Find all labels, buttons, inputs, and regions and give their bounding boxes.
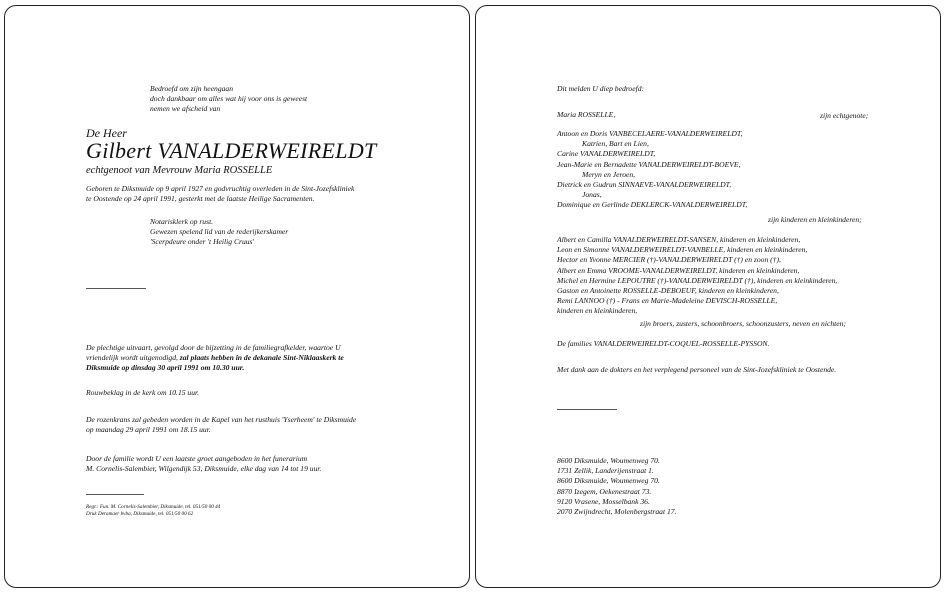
child-line: Meryn en Jeroen, — [582, 169, 636, 179]
printer-line: Regr.: Fun. M. Cornelis-Salembier, Diksmuide, tel. 051/50 00 44 — [86, 504, 221, 510]
left-divider — [86, 288, 146, 289]
intro-line: nemen we afscheid van — [150, 104, 221, 114]
funeral-bold: zal plaats hebben in de dekanale Sint-Niklaaskerk te — [179, 353, 344, 363]
funeral-line — [86, 353, 344, 363]
families-line: De families VANALDERWEIRELDT-COQUEL-ROSSELLE-PYSSON. — [557, 339, 770, 348]
intro-text — [150, 84, 307, 115]
funeral-text — [86, 343, 344, 374]
child-line: Katrien, Bart en Lien, — [582, 139, 649, 149]
sibling-line: Michel en Hermine LEPOUTRE (†)-VANALDERWEIRELDT (†), kinderen en kleinkinderen, — [557, 275, 838, 285]
printer-info — [86, 504, 220, 517]
intro-line: Bedroefd om zijn heengaan — [150, 84, 234, 93]
intro-line: doch dankbaar om alles wat hij voor ons is geweest — [150, 94, 308, 104]
farewell-line: Door de familie wordt U een laatste groet aangeboden in het funerarium — [86, 454, 308, 463]
birth-death-line: Geboren te Diksmuide op 9 april 1927 en godvruchtig overleden in de Sint-Jozefskliniek — [86, 184, 355, 193]
siblings-list — [557, 235, 837, 317]
title-line: Notarisklerk op rust. — [150, 217, 214, 226]
printer-divider — [86, 494, 144, 495]
rosary-text — [86, 415, 356, 435]
titles-text — [150, 217, 288, 248]
child-line: Carine VANALDERWEIRELDT, — [557, 149, 656, 159]
birth-death-text — [86, 184, 354, 204]
sibling-line: Albert en Emma VROOME-VANALDERWEIRELDT, kinderen en kleinkinderen, — [557, 265, 800, 275]
funeral-line-bold: Diksmuide op dinsdag 30 april 1991 om 10.30 uur. — [86, 363, 245, 373]
address-line: 8870 Izegem, Oekenestraat 73. — [557, 486, 652, 496]
announcement-header: Dit melden U diep bedroefd: — [557, 84, 645, 93]
address-line: 1731 Zellik, Landerijenstraat 1. — [557, 466, 654, 476]
title-line: Gewezen spelend lid van de rederijkerskamer — [150, 227, 289, 237]
sibling-line: kinderen en kleinkinderen, — [557, 306, 638, 316]
sibling-line: Remi LANNOO (†) - Frans en Marie-Madeleine DEVISCH-ROSSELLE, — [557, 296, 778, 306]
sibling-line: Gaston en Antoinette ROSSELLE-DEBOEUF, kinderen en kleinkinderen, — [557, 286, 779, 296]
condolence-text: Rouwbeklag in de kerk om 10.15 uur. — [86, 388, 200, 397]
sibling-line: Hector en Yvonne MERCIER (†)-VANALDERWEIRELDT (†) en zoon (†), — [557, 255, 781, 265]
siblings-role: zijn broers, zusters, schoonbroers, schoonzusters, neven en nichten; — [640, 319, 846, 328]
farewell-line: M. Cornelis-Salembier, Wilgendijk 53, Diksmuide, elke dag van 14 tot 19 uur. — [86, 464, 322, 474]
funeral-line: De plechtige uitvaart, gevolgd door de bijzetting in de familiegrafkelder, waartoe U — [86, 343, 341, 352]
thanks-line: Met dank aan de dokters en het verplegend personeel van de Sint-Jozefskliniek te Oostende. — [557, 365, 837, 374]
right-divider — [557, 409, 617, 410]
address-line: 9120 Vrasene, Mosselbank 36. — [557, 496, 650, 506]
rosary-line: De rozenkrans zal gebeden worden in de Kapel van het rusthuis 'Yserheem' te Diksmuide — [86, 415, 357, 424]
child-line: Antoon en Doris VANBECELAERE-VANALDERWEIRELDT, — [557, 129, 743, 138]
address-line: 8600 Diksmuide, Woumenweg 70. — [557, 476, 660, 486]
farewell-text — [86, 454, 321, 474]
child-line: Dietrick en Gudrun SINNAEVE-VANALDERWEIRELDT, — [557, 180, 732, 190]
child-line: Jean-Marie en Bernadette VANALDERWEIRELDT-BOEVE, — [557, 159, 741, 169]
children-role: zijn kinderen en kleinkinderen; — [768, 215, 862, 224]
title-line: 'Scerpdeure onder 't Heilig Cruus' — [150, 237, 255, 247]
child-line: Jonas, — [582, 190, 602, 200]
birth-death-line: te Oostende op 24 april 1991, gesterkt met de laatste Heilige Sacramenten. — [86, 194, 315, 204]
rosary-line: op maandag 29 april 1991 om 18.15 uur. — [86, 425, 211, 435]
address-line: 8600 Diksmuide, Woumenweg 70. — [557, 456, 660, 465]
wife-role: zijn echtgenote; — [820, 111, 869, 120]
child-line: Dominique en Gerlinde DEKLERCK-VANALDERWEIRELDT, — [557, 200, 748, 210]
address-list — [557, 456, 676, 517]
children-list — [557, 129, 747, 211]
printer-line: Druk Deramaer bvba, Diksmuide, tel. 051/50 00 62 — [86, 510, 194, 517]
sibling-line: Albert en Camilla VANALDERWEIRELDT-SANSEN, kinderen en kleinkinderen, — [557, 235, 801, 244]
deceased-name: Gilbert VANALDERWEIRELDT — [86, 138, 377, 163]
address-line: 2070 Zwijndrecht, Molenbergstraat 17. — [557, 507, 677, 517]
spouse-line: echtgenoot van Mevrouw Maria ROSSELLE — [86, 165, 273, 176]
funeral-plain: vriendelijk wordt uitgenodigd, — [86, 353, 180, 363]
sibling-line: Leon en Simonne VANALDERWEIRELDT-VANBELLE, kinderen en kleinkinderen, — [557, 245, 808, 255]
wife-name: Maria ROSSELLE, — [557, 110, 616, 119]
title-prefix: De Heer — [86, 126, 127, 140]
